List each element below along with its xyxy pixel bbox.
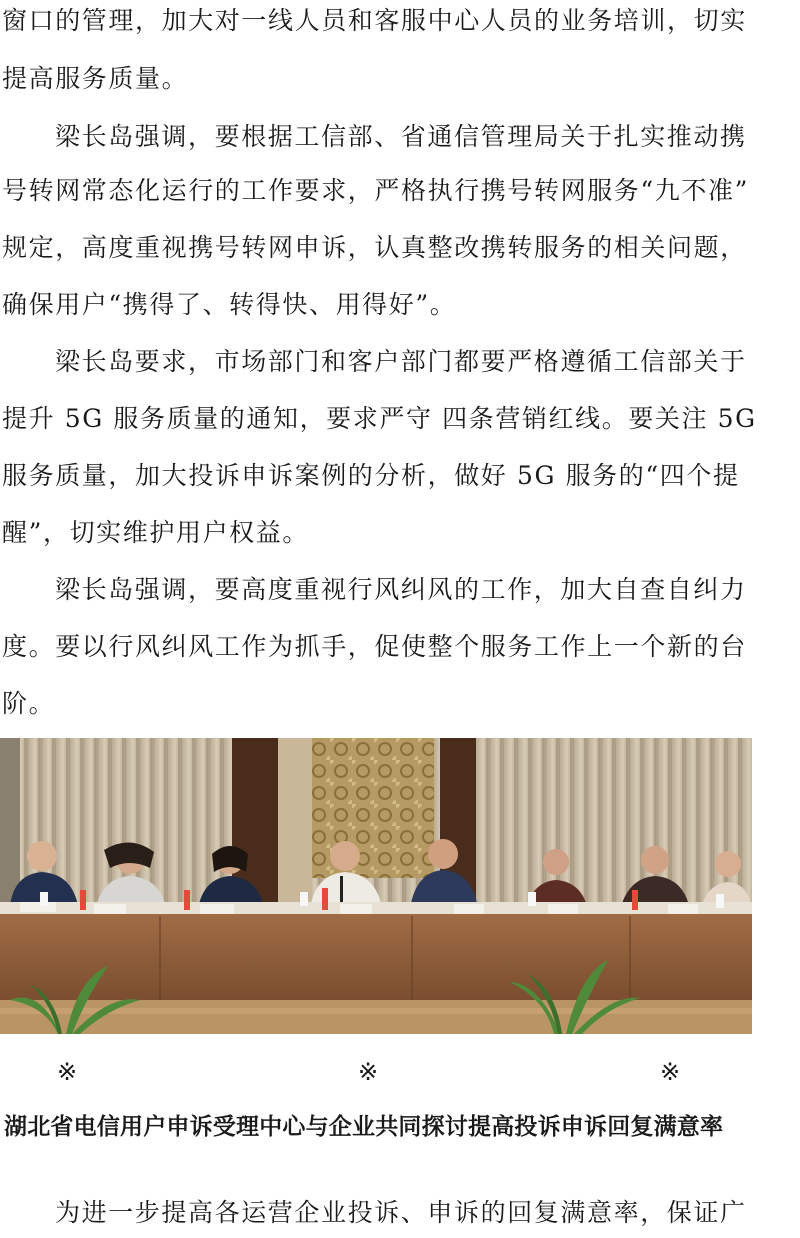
paragraph-line: 提高服务质量。 xyxy=(2,64,189,93)
separator-symbol: ※ xyxy=(57,1058,78,1086)
separator-symbol: ※ xyxy=(358,1058,379,1086)
meeting-photo xyxy=(0,738,752,1034)
paragraph-line: 窗口的管理，加大对一线人员和客服中心人员的业务培训，切实 xyxy=(2,6,747,35)
paragraph-line: 梁长岛强调，要高度重视行风纠风的工作，加大自查自纠力 xyxy=(55,575,747,604)
paragraph-line: 规定，高度重视携号转网申诉，认真整改携转服务的相关问题， xyxy=(2,233,747,262)
section-headline: 湖北省电信用户申诉受理中心与企业共同探讨提高投诉申诉回复满意率 xyxy=(4,1114,724,1140)
paragraph-line: 梁长岛强调，要根据工信部、省通信管理局关于扎实推动携 xyxy=(55,122,747,151)
paragraph-line: 阶。 xyxy=(2,689,56,718)
paragraph-line: 为进一步提高各运营企业投诉、申诉的回复满意率，保证广 xyxy=(55,1198,747,1227)
section-separator xyxy=(0,1058,760,1088)
paragraph-line: 确保用户“携得了、转得快、用得好”。 xyxy=(2,290,457,319)
paragraph-line: 醒”，切实维护用户权益。 xyxy=(2,518,309,547)
paragraph-line: 服务质量，加大投诉申诉案例的分析，做好 5G 服务的“四个提 xyxy=(2,461,740,490)
separator-symbol: ※ xyxy=(660,1058,681,1086)
paragraph-line: 度。要以行风纠风工作为抓手，促使整个服务工作上一个新的台 xyxy=(2,632,747,661)
paragraph-line: 梁长岛要求，市场部门和客户部门都要严格遵循工信部关于 xyxy=(55,347,747,376)
paragraph-line: 提升 5G 服务质量的通知，要求严守 四条营销红线。要关注 5G xyxy=(2,404,757,433)
paragraph-line: 号转网常态化运行的工作要求，严格执行携号转网服务“九不准” xyxy=(2,176,749,205)
